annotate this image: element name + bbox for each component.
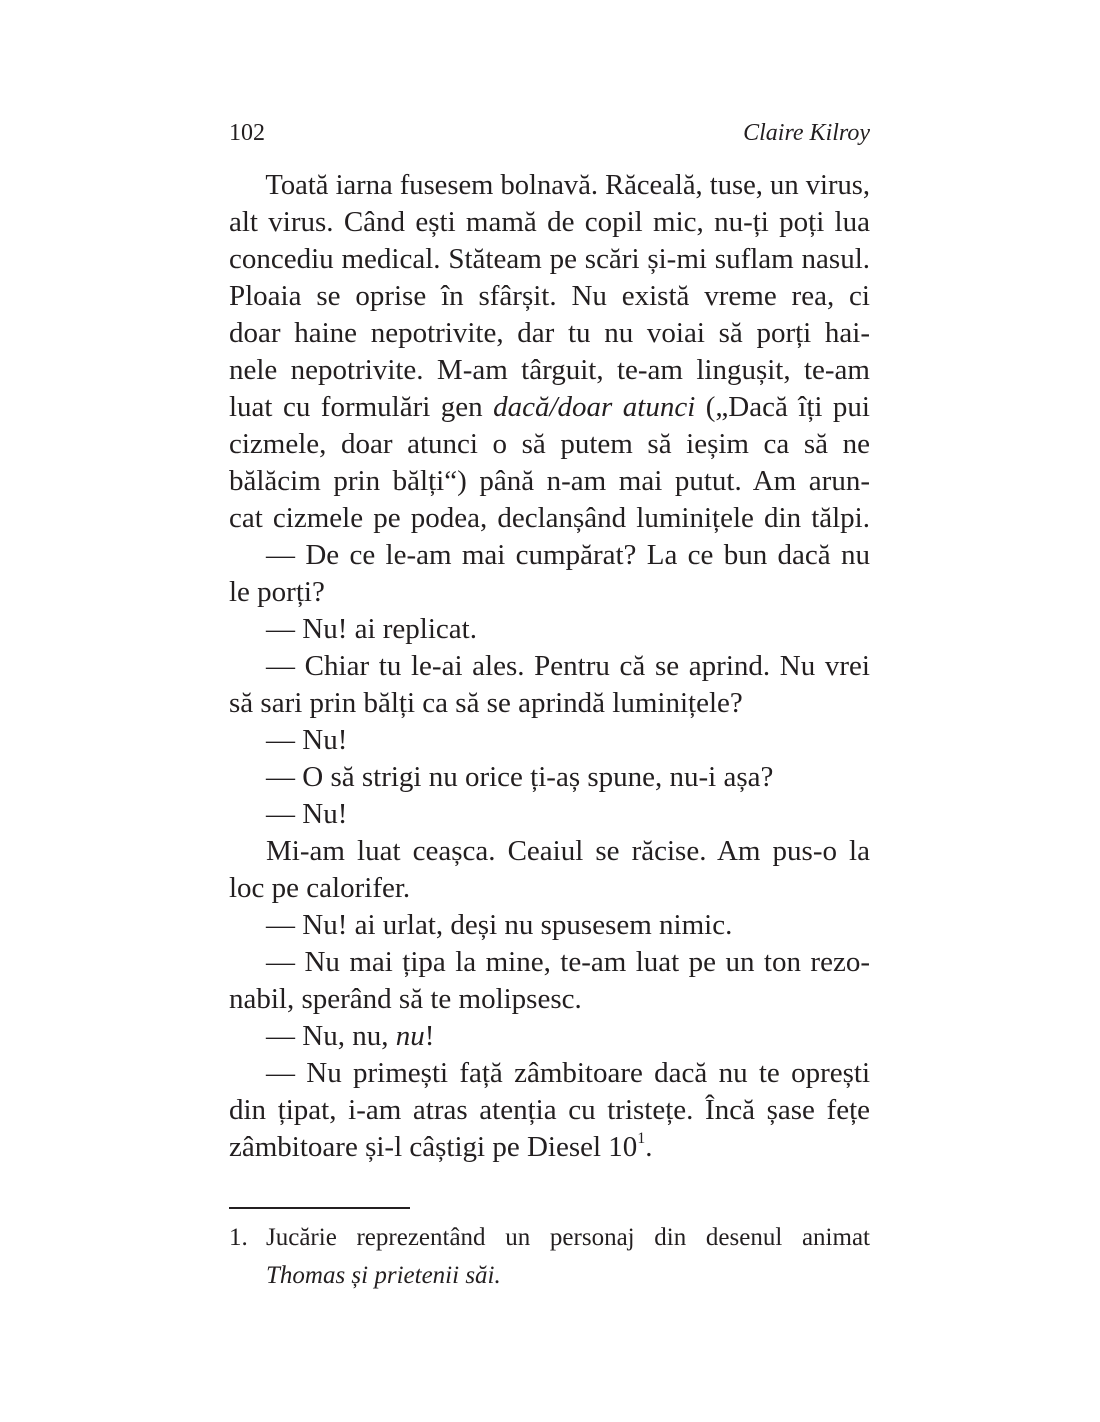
text-segment: zâmbitoare și-l câștigi pe Diesel 10 [229,1131,638,1163]
footnote [229,1219,870,1295]
text-segment: — Nu! [266,798,348,830]
text-line [229,352,870,389]
text-segment: — De ce le-am mai cumpărat? La ce bun dacă nu [266,539,870,571]
text-line [229,204,870,241]
footnote-text: Jucărie reprezentând un personaj din desenul animat [266,1224,870,1251]
text-line [229,574,870,611]
text-line [229,759,870,796]
text-line [229,722,870,759]
text-line [229,1129,870,1166]
text-segment: bălăcim prin bălți“) până n-am mai putut. Am arun- [229,465,870,497]
text-line [229,796,870,833]
text-line [229,648,870,685]
text-segment: . [645,1131,653,1163]
text-segment: („Dacă îți pui [695,391,870,423]
footnote-title: Thomas și prietenii săi. [266,1262,501,1289]
footnote-number: 1. [229,1224,248,1251]
text-segment: ! [424,1020,435,1052]
text-segment: — Nu! ai urlat, deși nu spusesem nimic. [266,909,733,941]
text-line [229,463,870,500]
text-segment: — Nu! ai replicat. [266,613,477,645]
text-segment: Ploaia se oprise în sfârșit. Nu există vreme rea, ci [229,280,870,312]
text-segment: luat cu formulări gen [229,391,494,423]
text-segment: concediu medical. Stăteam pe scări și-mi suflam nasul. [229,243,870,275]
text-line [229,167,870,204]
text-segment: Mi-am luat ceașca. Ceaiul se răcise. Am pus-o la [266,835,870,867]
text-line [229,833,870,870]
text-segment: Toată iarna fusesem bolnavă. Răceală, tuse, un virus, [265,169,870,201]
text-segment: — Nu mai țipa la mine, te-am luat pe un ton rezo- [266,946,870,978]
text-segment: doar haine nepotrivite, dar tu nu voiai să porți hai- [229,317,870,349]
footnote-line [229,1219,870,1257]
text-line [229,1092,870,1129]
text-segment: alt virus. Când ești mamă de copil mic, nu-ți poți lua [229,206,870,238]
text-line [229,1018,870,1055]
text-segment: să sari prin bălți ca să se aprindă luminițele? [229,687,743,719]
text-line [229,907,870,944]
text-line [229,685,870,722]
text-line [229,278,870,315]
text-segment: cizmele, doar atunci o să putem să ieșim ca să ne [229,428,870,460]
page-number: 102 [229,120,265,146]
text-segment: din țipat, i-am atras atenția cu tristețe. Încă șase fețe [229,1094,870,1126]
text-segment: — Chiar tu le-ai ales. Pentru că se aprind. Nu vrei [266,650,870,682]
text-line [229,944,870,981]
footnote-line [229,1257,870,1295]
text-segment: — O să strigi nu orice ți-aș spune, nu-i așa? [266,761,774,793]
text-line [229,315,870,352]
text-line [229,426,870,463]
text-line [229,611,870,648]
emphasis-text: dacă/doar atunci [493,391,696,423]
text-segment: cat cizmele pe podea, declanșând luminițele din tălpi. [229,502,870,534]
text-line [229,981,870,1018]
text-segment: nele nepotrivite. M-am târguit, te-am lingușit, te-am [229,354,870,386]
text-segment: loc pe calorifer. [229,872,411,904]
footnote-rule [229,1207,410,1209]
text-line [229,389,870,426]
text-line [229,1055,870,1092]
text-segment: — Nu! [266,724,348,756]
text-segment: — Nu, nu, [266,1020,396,1052]
text-line [229,241,870,278]
text-line [229,537,870,574]
text-segment: nabil, sperând să te molipsesc. [229,983,582,1015]
emphasis-text: nu [395,1020,425,1052]
text-segment: le porți? [229,576,325,608]
body-text [229,167,870,1166]
running-head: Claire Kilroy [743,120,870,146]
text-line [229,870,870,907]
text-segment: — Nu primești față zâmbitoare dacă nu te oprești [266,1057,870,1089]
text-line [229,500,870,537]
footnote-reference: 1 [637,1130,646,1147]
